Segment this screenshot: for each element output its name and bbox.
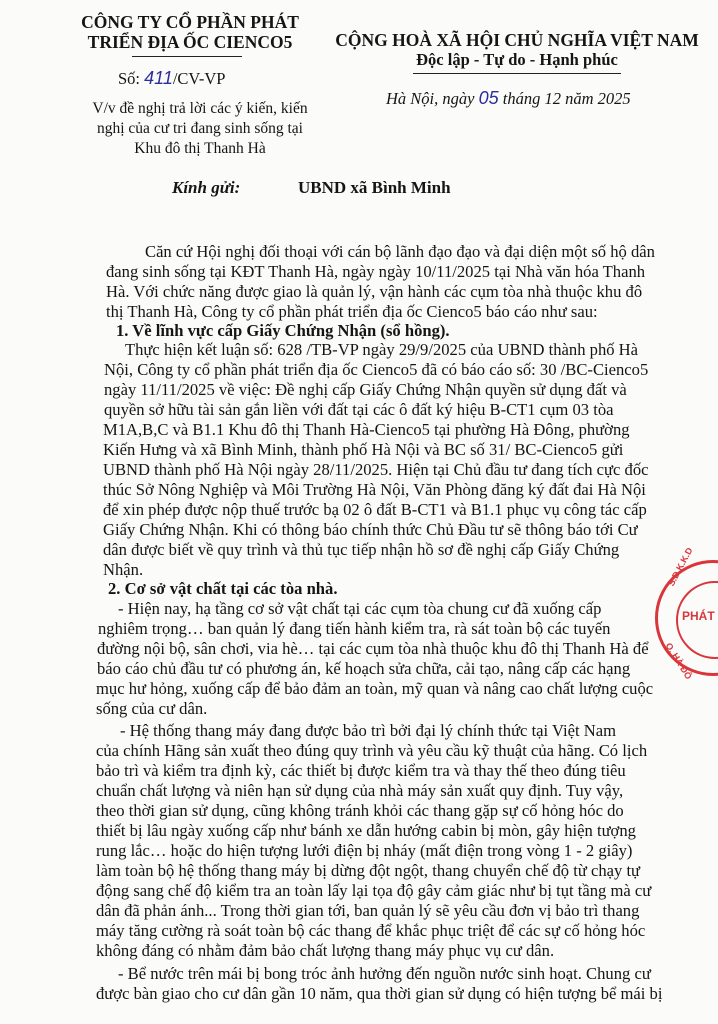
body-line: M1A,B,C và B1.1 Khu đô thị Thanh Hà-Cienco5 tại phường Hà Đông, phường xyxy=(103,420,630,439)
recipient-name: UBND xã Bình Minh xyxy=(298,178,451,197)
body-line: không đáng có nhằm đảm bảo chất lượng thang máy phục vụ cư dân. xyxy=(96,941,555,960)
body-line: quyền sở hữu tài sản gắn liền với đất tại các ô đất ký hiệu B-CT1 cụm 03 tòa xyxy=(104,400,614,419)
body-line: thiết bị lâu ngày xuống cấp như bánh xe dẫn hướng cabin bị mòn, gây hiện tượng xyxy=(96,821,636,840)
body-line: nghiêm trọng… ban quản lý đang tiến hành kiểm tra, rà sát toàn bộ các tuyến xyxy=(98,619,611,638)
body-line: sống của cư dân. xyxy=(96,699,208,718)
body-line: Hà. Với chức năng được giao là quản lý, vận hành các cụm tòa nhà thuộc khu đô xyxy=(106,282,643,301)
company-name-line1: CÔNG TY CỔ PHẦN PHÁT xyxy=(81,12,299,32)
date-prefix: Hà Nội, ngày xyxy=(386,89,479,108)
body-line: - Hệ thống thang máy đang được bảo trì bởi đại lý chính thức tại Việt Nam xyxy=(120,721,616,740)
subject-line-1: V/v đề nghị trả lời các ý kiến, kiến xyxy=(92,100,308,117)
seal-text-bottom: Q. HÀ ĐÔ xyxy=(663,641,694,682)
body-line: bảo trì và kiểm tra định kỳ, các thiết bị được kiểm tra và thay thế theo đúng tiêu xyxy=(96,761,626,780)
document-number xyxy=(118,68,225,89)
republic-motto: Độc lập - Tự do - Hạnh phúc xyxy=(416,50,618,69)
body-line: chuẩn chất lượng và niên hạn sử dụng của nhà máy sản xuất quy định. Tuy vậy, xyxy=(96,781,624,800)
body-line: Nội, Công ty cổ phần phát triển địa ốc Cienco5 đã có báo cáo số: 30 /BC-Cienco5 xyxy=(104,360,649,379)
body-line: - Hiện nay, hạ tầng cơ sở vật chất tại các cụm tòa chung cư đã xuống cấp xyxy=(118,599,602,618)
body-line: UBND thành phố Hà Nội ngày 28/11/2025. Hiện tại Chủ đầu tư đang tích cực đốc xyxy=(103,460,649,479)
body-line: để xin phép được nộp thuế trước bạ 02 ô đất B-CT1 và B1.1 phục vụ công tác cấp xyxy=(103,500,647,519)
body-line: Giấy Chứng Nhận. Khi có thông báo chính thức Chủ Đầu tư sẽ thông báo tới Cư xyxy=(103,520,638,539)
recipient-label: Kính gửi: xyxy=(172,178,241,197)
date-suffix: tháng 12 năm 2025 xyxy=(498,89,631,108)
subject-line-3: Khu đô thị Thanh Hà xyxy=(134,140,266,157)
body-line: máy tăng cường rà soát toàn bộ các thang để khắc phục triệt để các sự cố hỏng hóc xyxy=(96,921,646,940)
body-line: đường nội bộ, sân chơi, via hè… tại các cụm tòa nhà thuộc khu đô thị Thanh Hà để xyxy=(97,639,649,658)
body-line: Kiến Hưng và xã Bình Minh, thành phố Hà Nội và BC số 31/ BC-Cienco5 gửi xyxy=(103,440,624,459)
body-line: mục hư hỏng, xuống cấp để bảo đảm an toàn, mỹ quan và nâng cao chất lượng cuộc xyxy=(96,679,654,698)
motto-underline xyxy=(413,73,621,74)
company-name-line2: TRIỂN ĐỊA ỐC CIENCO5 xyxy=(87,32,293,52)
subject-line-2: nghị của cư tri đang sinh sống tại xyxy=(97,120,303,137)
body-line: báo cáo chủ đầu tư có phương án, kế hoạch sửa chữa, cải tạo, nâng cấp các hạng xyxy=(97,659,631,678)
body-line: - Bể nước trên mái bị bong tróc ảnh hưởng đến nguồn nước sinh hoạt. Chung cư xyxy=(118,964,651,983)
body-line: ngày 11/11/2025 về việc: Đề nghị cấp Giấy Chứng Nhận quyền sử dụng đất và xyxy=(104,380,627,399)
body-line: Nhận. xyxy=(103,560,144,579)
date-day-handwritten: 05 xyxy=(478,88,499,108)
document-number-suffix: /CV-VP xyxy=(172,69,226,88)
body-line: của chính Hãng sản xuất theo đúng quy trình và yêu cầu kỹ thuật của hãng. Có lịch xyxy=(96,741,648,760)
seal-text-inner: PHÁT xyxy=(682,609,715,623)
body-line: dân đã phản ánh... Trong thời gian tới, ban quản lý sẽ yêu cầu đơn vị bảo trì thang xyxy=(96,901,640,920)
document-number-handwritten: 411 xyxy=(144,68,173,88)
body-line: thúc Sở Nông Nghiệp và Môi Trường Hà Nội, Văn Phòng đăng ký đất đai Hà Nội xyxy=(103,480,646,499)
section-heading: 2. Cơ sở vật chất tại các tòa nhà. xyxy=(108,579,338,598)
seal-text-top: S.Đ.K.K.D xyxy=(666,545,695,588)
section-heading: 1. Về lĩnh vực cấp Giấy Chứng Nhận (sổ hồng). xyxy=(116,321,450,340)
body-line: dân được biết về quy trình và thủ tục tiếp nhận hồ sơ đề nghị cấp Giấy Chứng xyxy=(103,540,620,559)
body-line: được bàn giao cho cư dân gần 10 năm, qua thời gian sử dụng có hiện tượng bể mái bị xyxy=(96,984,663,1003)
body-line: rung lắc… hoặc do hiện tượng lưới điện bị nháy (mất điện trong vòng 1 - 2 giây) xyxy=(96,841,633,860)
body-line: Căn cứ Hội nghị đối thoại với cán bộ lãnh đạo đạo và đại diện một số hộ dân xyxy=(145,242,655,261)
document-date xyxy=(386,88,631,109)
company-underline xyxy=(132,56,242,57)
republic-title: CỘNG HOÀ XÃ HỘI CHỦ NGHĨA VIỆT NAM xyxy=(335,30,699,50)
body-line: động sang chế độ kiểm tra an toàn lấy lại tọa độ gây cảm giác như bị tụt tầng mà cư xyxy=(96,881,652,900)
body-line: làm toàn bộ hệ thống thang máy bị dừng đột ngột, thang chuyển chế độ từ chạy tự xyxy=(96,861,641,880)
body-line: thị Thanh Hà, Công ty cổ phần phát triển địa ốc Cienco5 báo cáo như sau: xyxy=(106,302,598,321)
document-number-prefix: Số: xyxy=(118,69,145,88)
body-line: đang sinh sống tại KĐT Thanh Hà, ngày ngày 10/11/2025 tại Nhà văn hóa Thanh xyxy=(106,262,646,281)
body-line: Thực hiện kết luận số: 628 /TB-VP ngày 29/9/2025 của UBND thành phố Hà xyxy=(125,340,639,359)
body-line: theo thời gian sử dụng, cũng không tránh khỏi các thang gặp sự cố hỏng hóc do xyxy=(96,801,624,820)
